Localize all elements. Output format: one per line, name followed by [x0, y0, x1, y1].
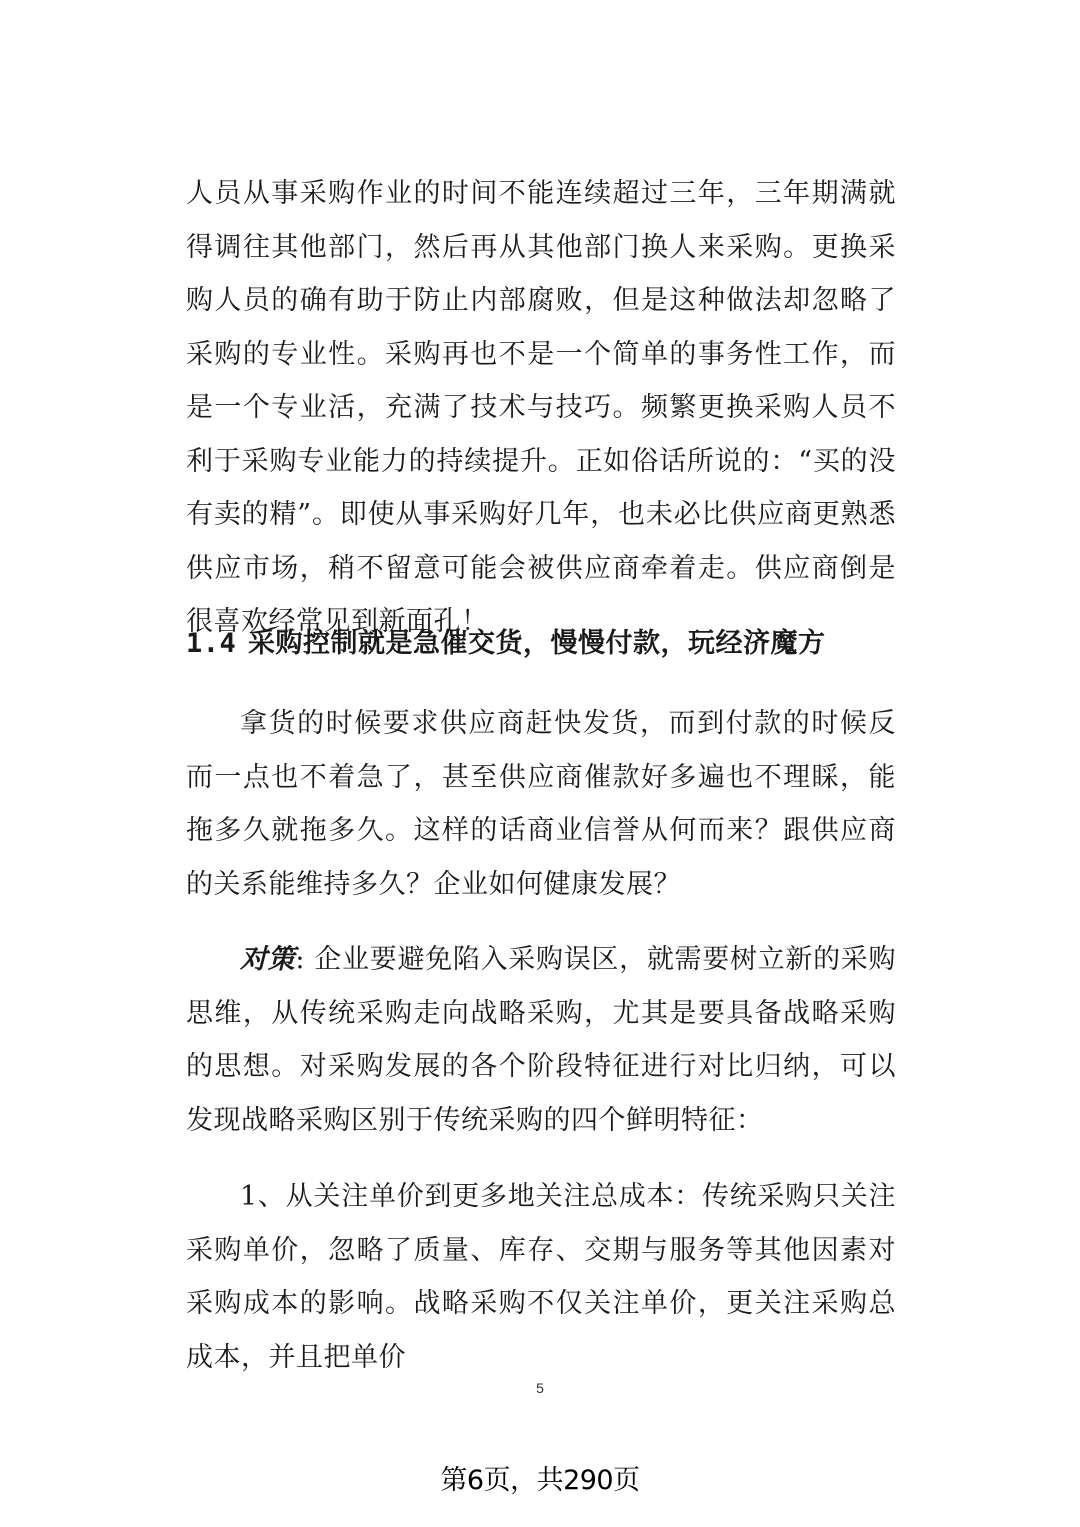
- paragraph-procurement-rotation: 人员从事采购作业的时间不能连续超过三年，三年期满就得调往其他部门，然后再从其他部门换人来采购。更换采购人员的确有助于防止内部腐败，但是这种做法却忽略了采购的专业性。采购再也不是一个简单的事务性工作，而是一个专业活，充满了技术与技巧。频繁更换采购人员不利于采购专业能力的持续提升。正如俗话所说的：“买的没有卖的精”。即使从事采购好几年，也未必比供应商更熟悉供应市场，稍不留意可能会被供应商牵着走。供应商倒是很喜欢经常见到新面孔！: [186, 178, 896, 637]
- countermeasure-text: : 企业要避免陷入采购误区，就需要树立新的采购思维，从传统采购走向战略采购，尤其是要具备战略采购的思想。对采购发展的各个阶段特征进行对比归纳，可以发现战略采购区别于传统采购的四个鲜明特征：: [186, 944, 896, 1136]
- paragraph-payment-delay: 拿货的时候要求供应商赶快发货，而到付款的时候反而一点也不着急了，甚至供应商催款好多遍也不理睬，能拖多久就拖多久。这样的话商业信誉从何而来？跟供应商的关系能维持多久？企业如何健康发展？: [186, 708, 896, 900]
- section-title: 采购控制就是急催交货，慢慢付款，玩经济魔方: [248, 628, 826, 659]
- paragraph-total-cost: 1、从关注单价到更多地关注总成本：传统采购只关注采购单价，忽略了质量、库存、交期与服务等其他因素对采购成本的影响。战略采购不仅关注单价，更关注采购总成本，并且把单价: [186, 1181, 896, 1373]
- countermeasure-label: 对策: [240, 944, 296, 975]
- paragraph-countermeasure: [186, 933, 896, 1147]
- section-number: 1.4: [186, 628, 237, 659]
- page-counter: 第6页，共290页: [440, 1465, 640, 1496]
- page-number: 5: [536, 1380, 544, 1396]
- section-heading: [186, 622, 896, 666]
